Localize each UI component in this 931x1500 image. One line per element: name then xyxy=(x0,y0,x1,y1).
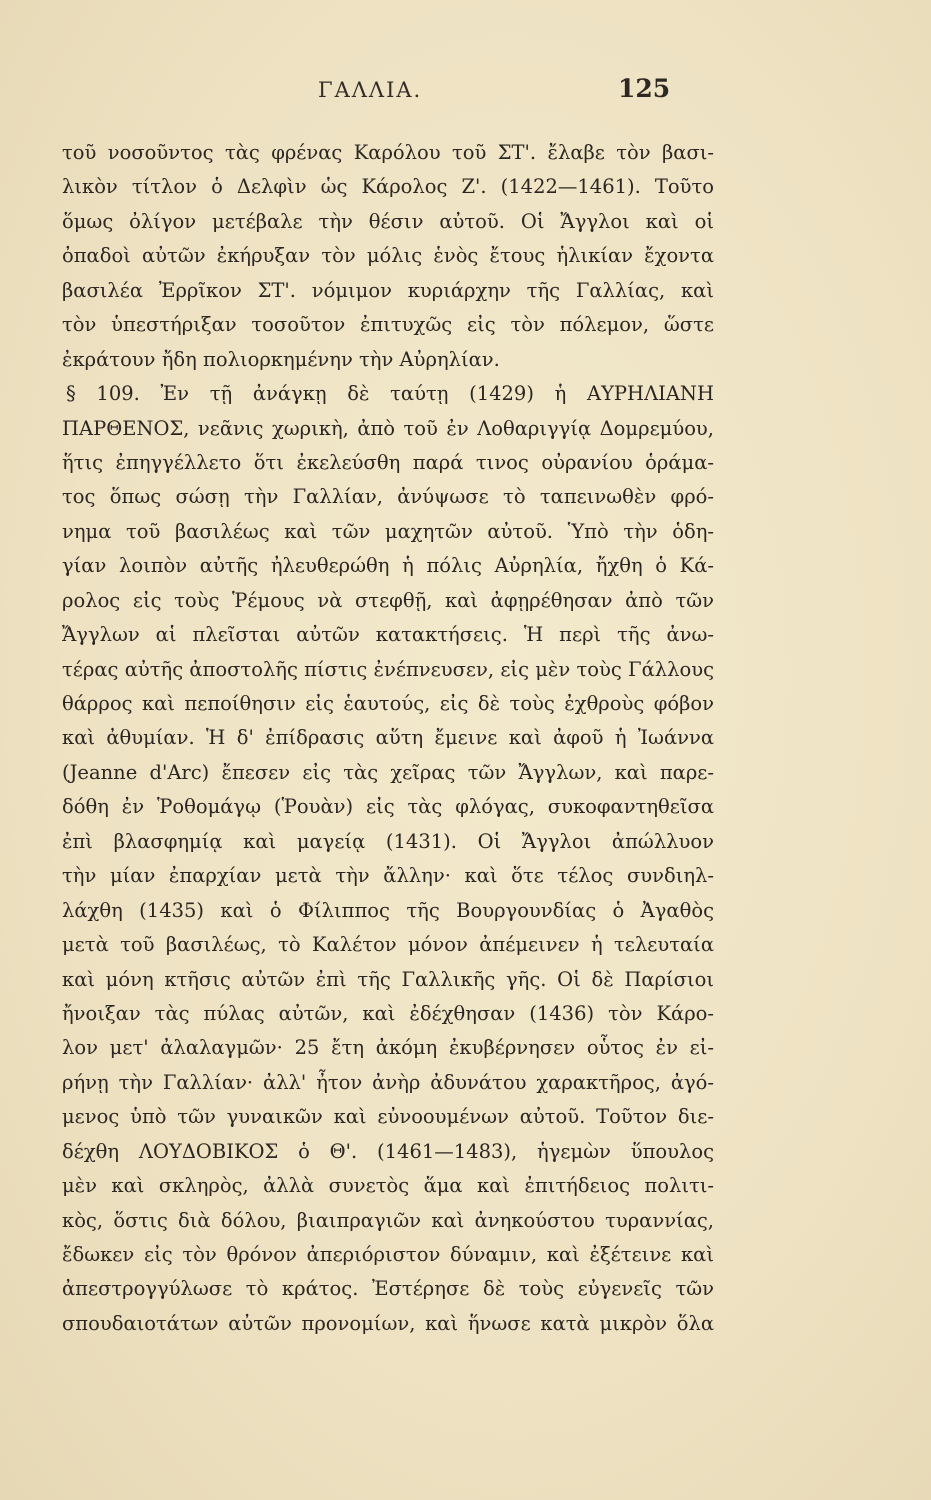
text-line: τὴν μίαν ἐπαρχίαν μετὰ τὴν ἄλλην· καὶ ὅτε τέλος συνδιηλ- xyxy=(62,864,714,888)
text-line: ρολος εἰς τοὺς Ῥέμους νὰ στεφθῇ, καὶ ἀφῃρέθησαν ἀπὸ τῶν xyxy=(62,588,714,612)
body-text xyxy=(62,136,714,1341)
text-line: ρήνῃ τὴν Γαλλίαν· ἀλλ' ἦτον ἀνὴρ ἀδυνάτου χαρακτῆρος, ἀγό- xyxy=(62,1070,714,1094)
text-line: θάρρος καὶ πεποίθησιν εἰς ἑαυτούς, εἰς δὲ τοὺς ἐχθροὺς φόβον xyxy=(62,692,714,715)
text-line: βασιλέα Ἐρρῖκον ΣΤ'. νόμιμον κυριάρχην τῆς Γαλλίας, καὶ xyxy=(62,278,714,302)
text-line: ΠΑΡΘΕΝΟΣ, νεᾶνις χωρικὴ, ἀπὸ τοῦ ἐν Λοθαριγγίᾳ Δομρεμύου, xyxy=(62,416,714,440)
running-head xyxy=(0,74,931,108)
page-number: 125 xyxy=(618,74,671,103)
text-line: σπουδαιοτάτων αὐτῶν προνομίων, καὶ ἥνωσε κατὰ μικρὸν ὅλα xyxy=(62,1311,714,1335)
text-line: ἀπεστρογγύλωσε τὸ κράτος. Ἐστέρησε δὲ τοὺς εὐγενεῖς τῶν xyxy=(62,1277,714,1301)
text-line: τοῦ νοσοῦντος τὰς φρένας Καρόλου τοῦ ΣΤ'. ἔλαβε τὸν βασι- xyxy=(62,141,714,164)
text-line: ἔδωκεν εἰς τὸν θρόνον ἀπεριόριστον δύναμιν, καὶ ἐξέτεινε καὶ xyxy=(62,1243,714,1266)
text-line: τὸν ὑπεστήριξαν τοσοῦτον ἐπιτυχῶς εἰς τὸν πόλεμον, ὥστε xyxy=(62,313,714,337)
text-line: νημα τοῦ βασιλέως καὶ τῶν μαχητῶν αὐτοῦ. Ὑπὸ τὴν ὁδη- xyxy=(62,519,714,543)
text-line: ὀπαδοὶ αὐτῶν ἐκήρυξαν τὸν μόλις ἑνὸς ἔτους ἡλικίαν ἔχοντα xyxy=(62,244,714,268)
running-title: ΓΑΛΛΙΑ. xyxy=(318,78,423,102)
text-line: Ἄγγλων αἱ πλεῖσται αὐτῶν κατακτήσεις. Ἡ περὶ τῆς ἀνω- xyxy=(62,623,714,647)
text-line: (Jeanne d'Arc) ἔπεσεν εἰς τὰς χεῖρας τῶν Ἄγγλων, καὶ παρε- xyxy=(62,760,714,784)
text-line: λον μετ' ἀλαλαγμῶν· 25 ἔτη ἀκόμη ἐκυβέρνησεν οὗτος ἐν εἰ- xyxy=(62,1036,714,1060)
section-heading-line: § 109. Ἐν τῇ ἀνάγκῃ δὲ ταύτῃ (1429) ἡ ΑΥΡΗΛΙΑΝΗ xyxy=(66,382,714,406)
text-line: καὶ μόνη κτῆσις αὐτῶν ἐπὶ τῆς Γαλλικῆς γῆς. Οἱ δὲ Παρίσιοι xyxy=(62,967,714,991)
text-line: δέχθη ΛΟΥΔΟΒΙΚΟΣ ὁ Θ'. (1461—1483), ἡγεμὼν ὕπουλος xyxy=(62,1139,714,1163)
text-line: γίαν λοιπὸν αὐτῆς ἠλευθερώθη ἡ πόλις Αὐρηλία, ἤχθη ὁ Κά- xyxy=(62,554,714,578)
text-line: λάχθη (1435) καὶ ὁ Φίλιππος τῆς Βουργουνδίας ὁ Ἀγαθὸς xyxy=(62,898,714,922)
text-line: τος ὅπως σώσῃ τὴν Γαλλίαν, ἀνύψωσε τὸ ταπεινωθὲν φρό- xyxy=(62,485,714,509)
text-line: ἐπὶ βλασφημίᾳ καὶ μαγείᾳ (1431). Οἱ Ἄγγλοι ἀπώλλυον xyxy=(62,829,714,853)
text-line: λικὸν τίτλον ὁ Δελφὶν ὡς Κάρολος Ζ'. (1422—1461). Τοῦτο xyxy=(62,175,714,199)
text-line: μενος ὑπὸ τῶν γυναικῶν καὶ εὐνοουμένων αὐτοῦ. Τοῦτον διε- xyxy=(62,1105,714,1129)
text-line: ἤνοιξαν τὰς πύλας αὐτῶν, καὶ ἐδέχθησαν (1436) τὸν Κάρο- xyxy=(62,1001,714,1025)
text-line: καὶ ἀθυμίαν. Ἡ δ' ἐπίδρασις αὕτη ἔμεινε καὶ ἀφοῦ ἡ Ἰωάννα xyxy=(62,726,714,750)
text-line: τέρας αὐτῆς ἀποστολῆς πίστις ἐνέπνευσεν, εἰς μὲν τοὺς Γάλλους xyxy=(62,657,714,681)
text-line: μετὰ τοῦ βασιλέως, τὸ Καλέτον μόνον ἀπέμεινεν ἡ τελευταία xyxy=(62,933,714,957)
text-line: ἐκράτουν ἤδη πολιορκημένην τὴν Αὐρηλίαν. xyxy=(62,347,500,371)
text-line: ὅμως ὀλίγον μετέβαλε τὴν θέσιν αὐτοῦ. Οἱ Ἄγγλοι καὶ οἱ xyxy=(62,209,714,233)
text-line: μὲν καὶ σκληρὸς, ἀλλὰ συνετὸς ἅμα καὶ ἐπιτήδειος πολιτι- xyxy=(62,1174,714,1198)
text-line: κὸς, ὅστις διὰ δόλου, βιαιπραγιῶν καὶ ἀνηκούστου τυραννίας, xyxy=(62,1208,714,1232)
text-line: δόθη ἐν Ῥοθομάγῳ (Ῥουὰν) εἰς τὰς φλόγας, συκοφαντηθεῖσα xyxy=(62,795,714,819)
text-line: ἥτις ἐπηγγέλλετο ὅτι ἐκελεύσθη παρά τινος οὐρανίου ὁράμα- xyxy=(62,450,714,474)
